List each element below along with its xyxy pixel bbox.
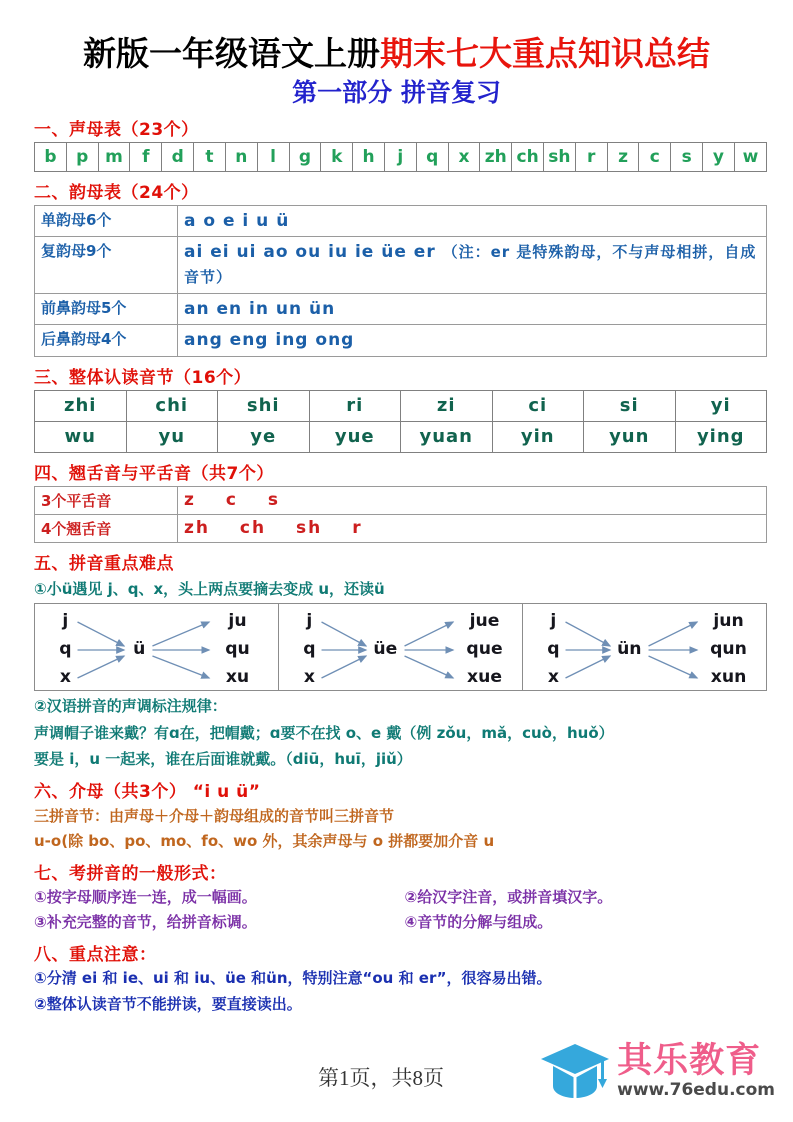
table-row: [35, 325, 767, 357]
diagram-right-0: ju: [228, 611, 247, 632]
table-cell: yi: [675, 390, 767, 421]
table-cell: x: [448, 142, 480, 171]
title-black-part: 新版一年级语文上册: [83, 34, 380, 73]
item: sh: [296, 518, 323, 539]
table-cell: shi: [218, 390, 310, 421]
diagram-u: [35, 604, 278, 690]
table-cell: t: [194, 142, 226, 171]
row-value: an en in un ün: [178, 293, 767, 325]
table-cell: zi: [401, 390, 493, 421]
section-heading-kaoshi: 七、考拼音的一般形式：: [34, 863, 227, 884]
item: z: [184, 490, 196, 511]
item: c: [225, 490, 238, 511]
qiaoshe-table: [34, 486, 767, 543]
diagram-right-1: qun: [710, 639, 747, 660]
diagram-left-2: x: [547, 667, 559, 688]
table-cell: yin: [492, 421, 584, 452]
table-cell: l: [257, 142, 289, 171]
diagram-mid: üe: [373, 639, 398, 660]
table-cell: f: [130, 142, 162, 171]
table-cell: s: [671, 142, 703, 171]
table-row: [35, 390, 767, 421]
table-cell: wu: [35, 421, 127, 452]
table-cell: ci: [492, 390, 584, 421]
section-heading-zhengti: 三、整体认读音节（16个）: [34, 367, 252, 388]
row-label: 后鼻韵母4个: [35, 325, 178, 357]
table-row: [35, 293, 767, 325]
diagram-cell-ue: [279, 604, 523, 691]
table-cell: ye: [218, 421, 310, 452]
page-footer: [0, 1028, 793, 1108]
diagram-svg: [523, 604, 766, 690]
diagram-left-0: j: [306, 611, 313, 632]
diagram-right-0: jun: [713, 611, 744, 632]
table-cell: d: [162, 142, 194, 171]
section-heading-shengmu: 一、声母表（23个）: [34, 119, 199, 140]
diagram-right-0: jue: [469, 611, 500, 632]
row-label: 复韵母9个: [35, 237, 178, 293]
section-heading-jiemu: 六、介母（共3个） “i u ü”: [34, 781, 261, 802]
title-red-part: 期末七大重点知识总结: [380, 34, 710, 73]
table-cell: ying: [675, 421, 767, 452]
row-label: 4个翘舌音: [35, 514, 178, 542]
table-cell: zh: [480, 142, 512, 171]
diagram-left-1: q: [547, 639, 560, 660]
table-row: [35, 421, 767, 452]
diagram-left-1: q: [59, 639, 72, 660]
list-item: ①按字母顺序连一连，成一幅画。: [34, 887, 257, 906]
list-item: ②整体认读音节不能拼读，要直接读出。: [34, 994, 302, 1013]
logo-name: 其乐教育: [617, 1040, 762, 1081]
page-title: [0, 0, 793, 74]
row-value: [178, 237, 767, 293]
table-cell: h: [353, 142, 385, 171]
yunmu-table: [34, 205, 767, 357]
table-cell: ri: [309, 390, 401, 421]
table-cell: m: [98, 142, 130, 171]
section-heading-qiaoshe: 四、翘舌音与平舌音（共7个）: [34, 463, 274, 484]
kaoshi-list: [34, 886, 767, 935]
diagram-svg: [279, 604, 522, 690]
diagram-right-2: xue: [467, 667, 503, 688]
row-value-note: （注：er 是特殊韵母，不与声母相拼，自成音节）: [184, 243, 757, 287]
table-cell: k: [321, 142, 353, 171]
table-cell: sh: [544, 142, 576, 171]
section-heading-yunmu: 二、韵母表（24个）: [34, 182, 199, 203]
diagram-mid: ü: [133, 639, 146, 660]
shengmu-table: [34, 142, 767, 172]
table-cell: b: [35, 142, 67, 171]
row-value: ang eng ing ong: [178, 325, 767, 357]
table-cell: zhi: [35, 390, 127, 421]
list-item: ①分清 ei 和 ie、ui 和 iu、üe 和ün，特别注意“ou 和 er”，很容易出错。: [34, 969, 552, 988]
table-cell: n: [225, 142, 257, 171]
table-cell: p: [66, 142, 98, 171]
diagram-svg: [35, 604, 278, 690]
list-item: ④音节的分解与组成。: [404, 913, 553, 932]
section-heading-zhongdian: 五、拼音重点难点: [34, 553, 174, 574]
list-item: ③补充完整的音节，给拼音标调。: [34, 913, 257, 932]
u-umlaut-diagram-table: [34, 603, 767, 691]
diagram-un: [523, 604, 766, 690]
tone-rule-line-2: 要是 i，u 一起来，谁在后面谁就戴。（diū，huī，jiǔ）: [34, 750, 412, 769]
table-cell: g: [289, 142, 321, 171]
table-row: [35, 205, 767, 237]
diagram-ue: [279, 604, 522, 690]
row-label: 3个平舌音: [35, 486, 178, 514]
tone-rule-line-1: 声调帽子谁来戴？有ɑ在，把帽戴；ɑ要不在找 o、e 戴（例 zǒu，mǎ，cuò，huǒ）: [34, 723, 614, 742]
row-value: a o e i u ü: [178, 205, 767, 237]
table-cell: yue: [309, 421, 401, 452]
table-cell: chi: [126, 390, 218, 421]
table-cell: yuan: [401, 421, 493, 452]
row-value-text: ai ei ui ao ou iu ie üe er: [184, 242, 436, 263]
table-cell: q: [416, 142, 448, 171]
logo-text: [617, 1040, 775, 1100]
diagram-mid: ün: [617, 639, 642, 660]
rule-item-1: ①小ü遇见 j、q、x，头上两点要摘去变成 u，还读ü: [34, 579, 385, 598]
table-cell: w: [734, 142, 766, 171]
table-row: [35, 604, 767, 691]
row-label: 单韵母6个: [35, 205, 178, 237]
table-cell: si: [584, 390, 676, 421]
diagram-cell-un: [523, 604, 767, 691]
diagram-right-2: xu: [225, 667, 250, 688]
page-subtitle: 第一部分 拼音复习: [292, 78, 501, 108]
logo-url: www.76edu.com: [617, 1079, 775, 1100]
section-heading-zhuyi: 八、重点注意：: [34, 945, 157, 966]
table-row: [35, 514, 767, 542]
table-row: [35, 486, 767, 514]
rule-item-2: ②汉语拼音的声调标注规律：: [34, 697, 227, 716]
table-row: [35, 142, 767, 171]
diagram-right-1: qu: [225, 639, 250, 660]
table-cell: j: [384, 142, 416, 171]
row-value: [178, 514, 767, 542]
row-value: [178, 486, 767, 514]
diagram-left-2: x: [303, 667, 315, 688]
table-row: [35, 237, 767, 293]
table-cell: z: [607, 142, 639, 171]
jiemu-line-1: 三拼音节：由声母＋介母＋韵母组成的音节叫三拼音节: [34, 806, 395, 825]
diagram-right-1: que: [466, 639, 503, 660]
diagram-right-2: xun: [710, 667, 747, 688]
item: s: [267, 490, 280, 511]
list-item: ②给汉字注音，或拼音填汉字。: [404, 887, 613, 906]
row-label: 前鼻韵母5个: [35, 293, 178, 325]
table-cell: yun: [584, 421, 676, 452]
diagram-cell-u: [35, 604, 279, 691]
diagram-left-0: j: [62, 611, 69, 632]
diagram-left-1: q: [303, 639, 316, 660]
document-content: [0, 115, 793, 1016]
item: ch: [239, 518, 267, 539]
graduation-cap-icon: [539, 1040, 611, 1102]
item: r: [352, 518, 363, 539]
table-cell: y: [703, 142, 735, 171]
table-cell: r: [575, 142, 607, 171]
item: zh: [184, 518, 210, 539]
diagram-left-2: x: [59, 667, 71, 688]
zhengti-table: [34, 390, 767, 453]
page-number: 第1页，共8页: [318, 1066, 444, 1090]
table-cell: ch: [512, 142, 544, 171]
brand-logo: [539, 1040, 775, 1102]
diagram-left-0: j: [550, 611, 557, 632]
table-cell: yu: [126, 421, 218, 452]
table-cell: c: [639, 142, 671, 171]
jiemu-line-2: u-o(除 bo、po、mo、fo、wo 外，其余声母与 o 拼都要加介音 u: [34, 832, 495, 851]
